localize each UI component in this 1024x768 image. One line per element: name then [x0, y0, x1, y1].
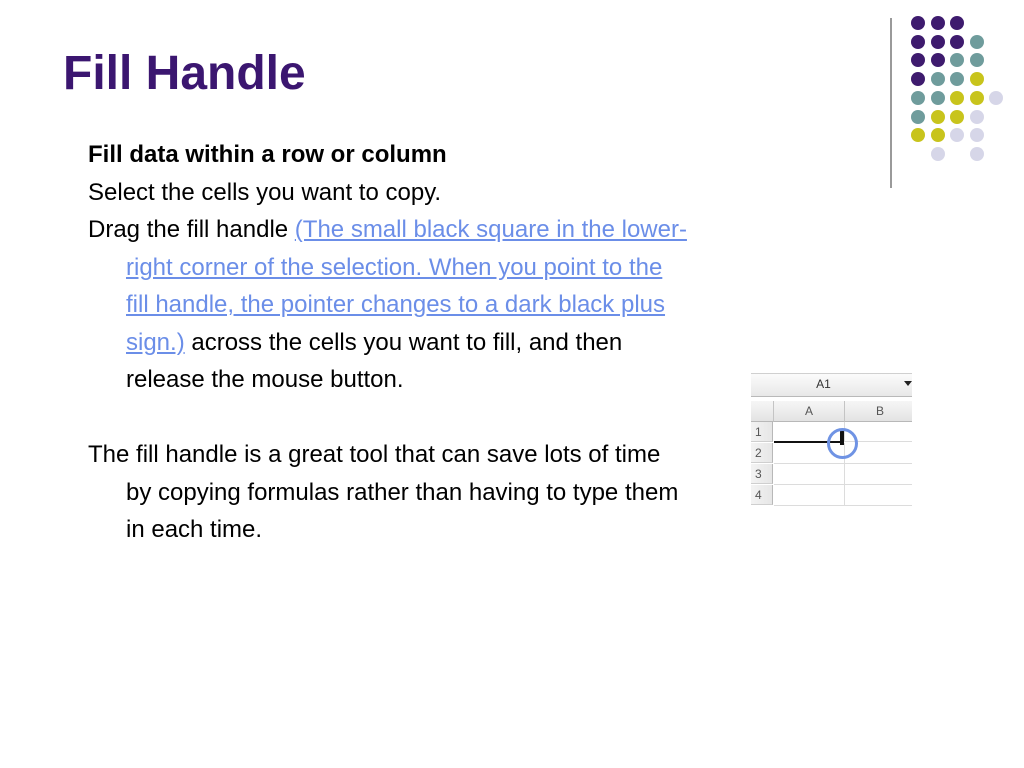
cell	[774, 485, 845, 506]
decorative-dot	[950, 72, 964, 86]
decorative-dot	[911, 91, 925, 105]
decorative-dot	[911, 53, 925, 67]
cell	[845, 485, 912, 506]
cell	[845, 464, 912, 485]
slide-title: Fill Handle	[63, 47, 306, 100]
decorative-dot	[931, 128, 945, 142]
decorative-dot	[970, 35, 984, 49]
fill-handle-tip: The fill handle is a great tool that can save lots of time by copying formulas rather than having to type them in each time.	[88, 441, 679, 543]
step-drag-fill-handle	[88, 211, 688, 399]
column-header-b: B	[845, 401, 912, 422]
row-header-4: 4	[751, 485, 773, 505]
select-all-corner	[751, 401, 774, 422]
decorative-dot	[911, 35, 925, 49]
decorative-dot	[970, 91, 984, 105]
decorative-dot	[911, 110, 925, 124]
decorative-dot	[950, 110, 964, 124]
column-header-a: A	[774, 401, 845, 422]
decorative-dot	[989, 91, 1003, 105]
step-select-cells: Select the cells you want to copy.	[88, 178, 442, 206]
cell	[774, 464, 845, 485]
decorative-dot	[931, 35, 945, 49]
chevron-down-icon	[904, 381, 912, 386]
decorative-dot	[950, 128, 964, 142]
decorative-dot	[931, 91, 945, 105]
row-header-3: 3	[751, 464, 773, 484]
decorative-dot	[931, 53, 945, 67]
decorative-dot	[970, 128, 984, 142]
vertical-divider	[890, 18, 892, 188]
decorative-dot	[911, 128, 925, 142]
step2-suffix: across the cells you want to fill, and then release the mouse button.	[126, 328, 623, 393]
row-header-2: 2	[751, 443, 773, 463]
decorative-dot	[950, 91, 964, 105]
fill-handle-definition-link[interactable]: (The small black square in the lower-right corner of the selection. When you point to the fill handle, the pointer changes to a dark black plus sign.)	[126, 216, 687, 356]
slide-body	[88, 136, 688, 549]
decorative-dot	[950, 35, 964, 49]
name-box	[751, 373, 912, 397]
decorative-dot	[911, 16, 925, 30]
highlight-circle	[827, 428, 858, 459]
name-box-value: A1	[816, 377, 831, 391]
decorative-dot	[911, 72, 925, 86]
section-heading: Fill data within a row or column	[88, 141, 447, 168]
decorative-dot	[970, 72, 984, 86]
decorative-dot	[931, 110, 945, 124]
decorative-dot	[950, 53, 964, 67]
decorative-dot	[931, 16, 945, 30]
decorative-dot	[970, 53, 984, 67]
step2-prefix: Drag the fill handle	[88, 216, 295, 243]
decorative-dot	[970, 147, 984, 161]
row-header-1: 1	[751, 422, 773, 442]
decorative-dot	[950, 16, 964, 30]
decorative-dot	[931, 147, 945, 161]
decorative-dot	[970, 110, 984, 124]
spreadsheet-screenshot	[751, 373, 912, 506]
decorative-dot	[931, 72, 945, 86]
